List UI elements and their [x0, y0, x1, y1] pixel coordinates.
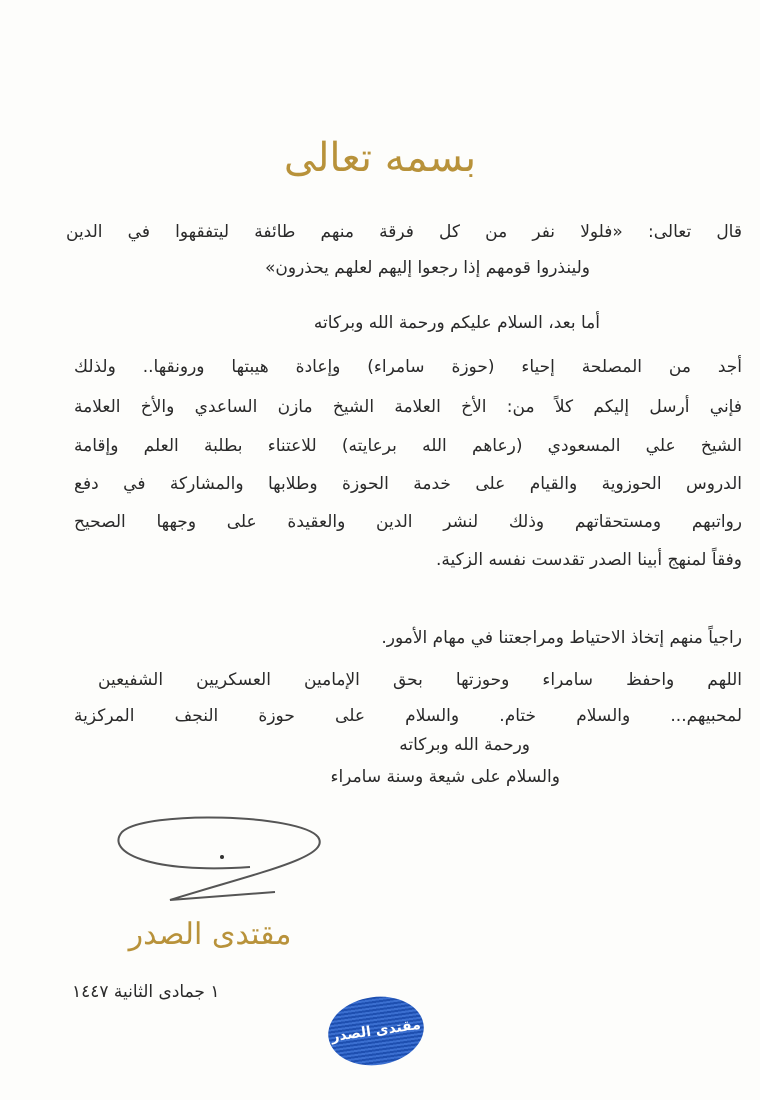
- date: ١ جمادى الثانية ١٤٤٧: [72, 982, 220, 1002]
- prayer-line-1: اللهم واحفظ سامراء وحوزتها بحق الإمامين العسكريين الشفيعين: [98, 670, 742, 690]
- prayer-line-3: ورحمة الله وبركاته: [399, 735, 530, 755]
- prayer-line-2: لمحبيهم... والسلام ختام. والسلام على حوزة النجف المركزية: [74, 706, 742, 726]
- greeting: أما بعد، السلام عليكم ورحمة الله وبركاته: [313, 313, 600, 333]
- basmala-heading: بسمه تعالى: [283, 135, 477, 181]
- official-stamp: [324, 991, 429, 1072]
- verse-line-2: ولينذروا قومهم إذا رجعوا إليهم لعلهم يحذرون»: [264, 258, 590, 278]
- stamp-text: مقتدى الصدر: [330, 1016, 422, 1046]
- handwritten-signature: [110, 812, 330, 907]
- request-line: راجياً منهم إتخاذ الاحتياط ومراجعتنا في مهام الأمور.: [381, 628, 742, 648]
- signatory-name: مقتدى الصدر: [128, 917, 292, 952]
- body-line-6: وفقاً لمنهج أبينا الصدر تقدست نفسه الزكية.: [436, 550, 742, 570]
- body-line-4: الدروس الحوزوية والقيام على خدمة الحوزة وطلابها والمشاركة في دفع: [74, 474, 742, 494]
- verse-line-1: قال تعالى: «فلولا نفر من كل فرقة منهم طائفة ليتفقهوا في الدين: [66, 222, 742, 242]
- prayer-line-4: والسلام على شيعة وسنة سامراء: [330, 767, 560, 787]
- body-line-2: فإني أرسل إليكم كلاً من: الأخ العلامة الشيخ مازن الساعدي والأخ العلامة: [74, 397, 742, 417]
- body-line-3: الشيخ علي المسعودي (رعاهم الله برعايته) للاعتناء بطلبة العلم وإقامة: [74, 436, 742, 456]
- body-line-1: أجد من المصلحة إحياء (حوزة سامراء) وإعادة هيبتها ورونقها.. ولذلك: [74, 357, 742, 377]
- body-line-5: رواتبهم ومستحقاتهم وذلك لنشر الدين والعقيدة على وجهها الصحيح: [74, 512, 742, 532]
